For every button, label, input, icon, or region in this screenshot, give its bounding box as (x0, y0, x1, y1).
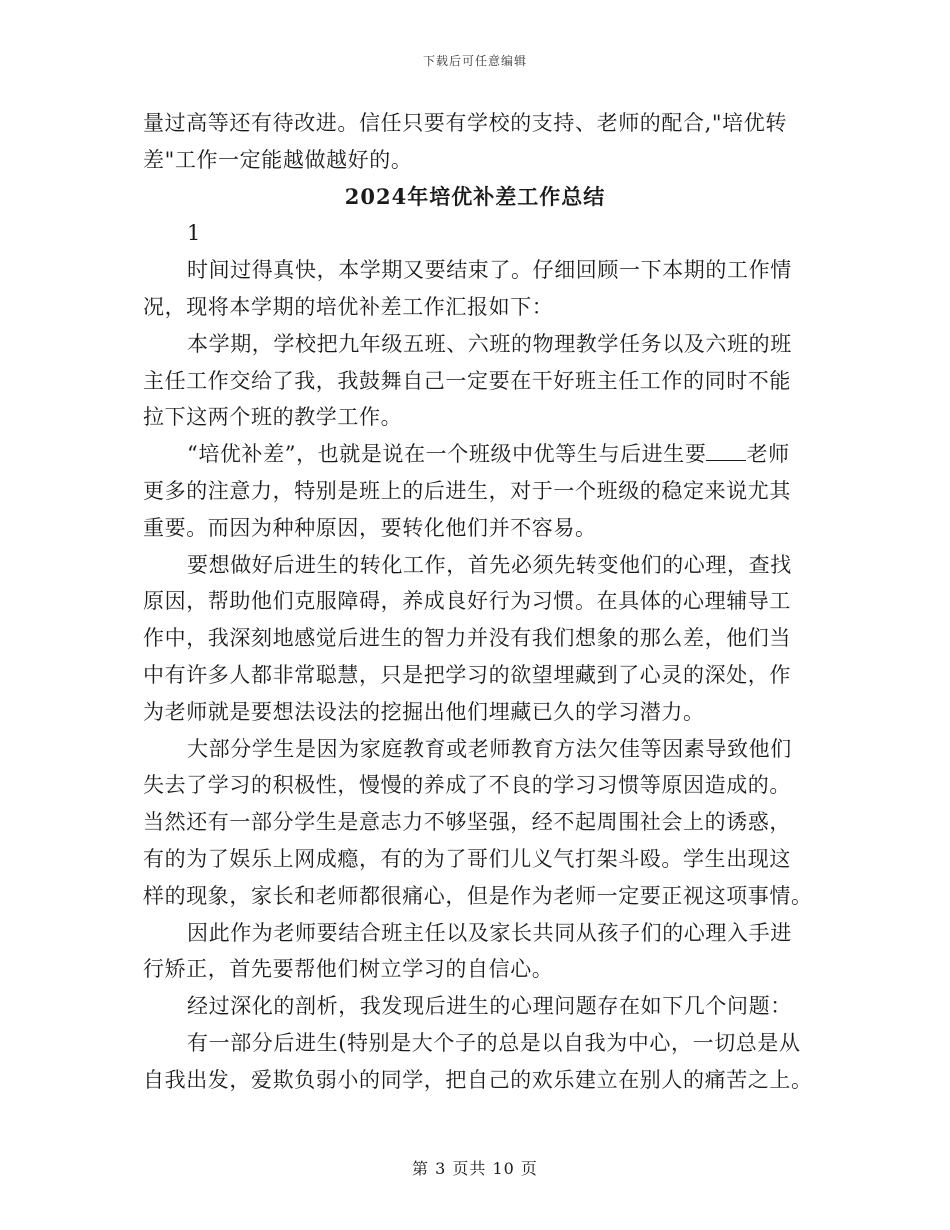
fill-in-blank (706, 442, 746, 461)
paragraph-line: 行矫正，首先要帮他们树立学习的自信心。 (143, 957, 554, 982)
paragraph-line: 自我出发，爱欺负弱小的同学，把自己的欢乐建立在别人的痛苦之上。 (143, 1067, 813, 1092)
paragraph-line: 本学期，学校把九年级五班、六班的物理教学任务以及六班的班 (187, 331, 792, 356)
text-line: 差"工作一定能越做越好的。 (143, 147, 413, 172)
page-footer: 第 3 页共 10 页 (412, 1159, 538, 1178)
text-line: 量过高等还有待改进。信任只要有学校的支持、老师的配合,"培优转 (143, 111, 787, 135)
paragraph-line: 失去了学习的积极性，慢慢的养成了不良的学习习惯等原因造成的。 (143, 773, 791, 798)
paragraph-line (143, 436, 807, 473)
paragraph-line: 大部分学生是因为家庭教育或老师教育方法欠佳等因素导致他们 (187, 736, 792, 761)
paragraph-line: 拉下这两个班的教学工作。 (143, 405, 403, 430)
paragraph-line: 更多的注意力，特别是班上的后进生，对于一个班级的稳定来说尤其 (143, 478, 791, 503)
paragraph-line: 有一部分后进生(特别是大个子的总是以自我为中心，一切总是从 (187, 1030, 801, 1055)
paragraph-line: 因此作为老师要结合班主任以及家长共同从孩子们的心理入手进 (187, 920, 792, 945)
paragraph-line: 为老师就是要想法设法的挖掘出他们埋藏已久的学习潜力。 (143, 699, 705, 724)
paragraph-line: 要想做好后进生的转化工作，首先必须先转变他们的心理，查找 (187, 552, 792, 577)
paragraph-text: 老师 (746, 442, 790, 467)
paragraph-line: 况，现将本学期的培优补差工作汇报如下： (143, 294, 554, 319)
section-number: 1 (187, 221, 201, 246)
paragraph-line: 主任工作交给了我，我鼓舞自己一定要在干好班主任工作的同时不能 (143, 368, 791, 393)
paragraph-line: 有的为了娱乐上网成瘾，有的为了哥们儿义气打架斗殴。学生出现这 (143, 846, 791, 871)
page-header: 下载后可任意编辑 (422, 54, 527, 68)
document-body (143, 105, 813, 1099)
paragraph-line: 样的现象，家长和老师都很痛心，但是作为老师一定要正视这项事情。 (143, 883, 813, 908)
paragraph-line: 重要。而因为种种原因，要转化他们并不容易。 (143, 515, 597, 540)
paragraph-line: 原因，帮助他们克服障碍，养成良好行为习惯。在具体的心理辅导工 (143, 589, 791, 614)
paragraph-line: 当然还有一部分学生是意志力不够坚强，经不起周围社会上的诱惑， (143, 810, 791, 835)
paragraph-line: 经过深化的剖析，我发现后进生的心理问题存在如下几个问题： (187, 994, 792, 1019)
paragraph-line: 中有许多人都非常聪慧，只是把学习的欲望埋藏到了心灵的深处，作 (143, 662, 791, 687)
paragraph-line: 时间过得真快，本学期又要结束了。仔细回顾一下本期的工作情 (187, 258, 792, 283)
paragraph-line: 作中，我深刻地感觉后进生的智力并没有我们想象的那么差，他们当 (143, 626, 791, 651)
document-title: 2024年培优补差工作总结 (344, 183, 606, 209)
paragraph-text: “培优补差”，也就是说在一个班级中优等生与后进生要 (187, 442, 707, 467)
